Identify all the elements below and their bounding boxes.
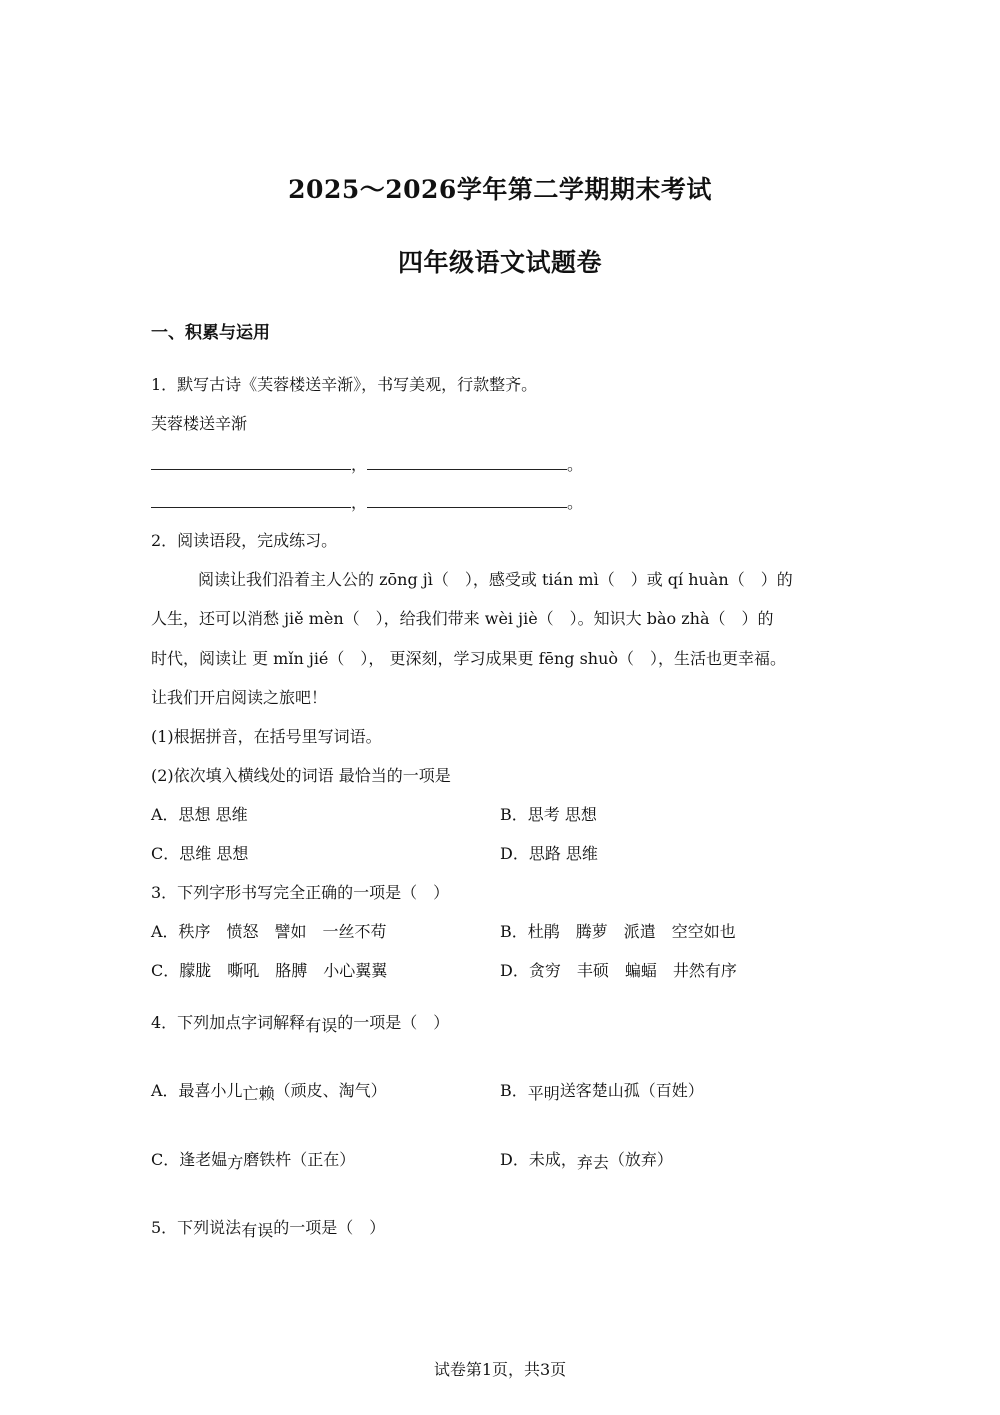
sub-question-1: (1)根据拼音，在括号里写词语。 xyxy=(151,727,382,746)
emphasis-text: 有误 xyxy=(241,1221,274,1240)
dotted-word: 方 xyxy=(227,1153,244,1172)
option-c[interactable]: C．思维 思想 xyxy=(151,844,249,863)
passage-line: 让我们开启阅读之旅吧！ xyxy=(151,688,328,707)
section-heading: 一、积累与运用 xyxy=(151,323,270,343)
poem-answer-line-1: ， 。 xyxy=(151,452,583,475)
answer-blank[interactable] xyxy=(151,455,351,470)
exam-title: 2025～2026学年第二学期期末考试 xyxy=(288,175,712,204)
passage-line: 人生，还可以消愁 jiě mèn（ ），给我们带来 wèi jiè（ ）。知识大 bào zhà（ ）的 xyxy=(151,609,774,628)
sub-question-2: (2)依次填入横线处的词语 最恰当的一项是 xyxy=(151,766,451,785)
dotted-word: 亡赖 xyxy=(242,1084,275,1103)
question-2-stem: 2．阅读语段，完成练习。 xyxy=(151,531,338,550)
option-b[interactable]: B．平明送客楚山孤（百姓） xyxy=(500,1081,704,1103)
option-a[interactable]: A．秩序 愤怒 譬如 一丝不苟 xyxy=(151,922,387,941)
option-d[interactable]: D．思路 思维 xyxy=(500,844,598,863)
question-3-stem: 3．下列字形书写完全正确的一项是（ ） xyxy=(151,883,450,902)
dotted-word: 弃去 xyxy=(576,1153,609,1172)
option-d[interactable]: D．未成，弃去（放弃） xyxy=(500,1150,673,1172)
poem-title: 芙蓉楼送辛渐 xyxy=(151,414,248,433)
option-c[interactable]: C．朦胧 嘶吼 胳膊 小心翼翼 xyxy=(151,961,388,980)
exam-subtitle: 四年级语文试题卷 xyxy=(397,248,602,277)
question-5-stem: 5．下列说法有误的一项是（ ） xyxy=(151,1218,386,1240)
emphasis-text: 有误 xyxy=(305,1016,338,1035)
option-c[interactable]: C．逢老媪方磨铁杵（正在） xyxy=(151,1150,356,1172)
answer-blank[interactable] xyxy=(367,493,567,508)
option-a[interactable]: A．思想 思维 xyxy=(151,805,248,824)
question-4-stem: 4．下列加点字词解释有误的一项是（ ） xyxy=(151,1013,450,1035)
option-d[interactable]: D．贪穷 丰硕 蝙蝠 井然有序 xyxy=(500,961,737,980)
page-footer: 试卷第1页，共3页 xyxy=(433,1360,567,1379)
passage-line: 阅读让我们沿着主人公的 zōng jì（ ），感受或 tián mì（ ）或 qí huàn（ ）的 xyxy=(198,570,793,589)
option-a[interactable]: A．最喜小儿亡赖（顽皮、淘气） xyxy=(151,1081,387,1103)
option-b[interactable]: B．思考 思想 xyxy=(500,805,597,824)
option-b[interactable]: B．杜鹃 腾萝 派遣 空空如也 xyxy=(500,922,736,941)
passage-line: 时代，阅读让 更 mǐn jié（ ）， 更深刻，学习成果更 fēng shuò（ ），生活也更幸福。 xyxy=(151,649,787,668)
dotted-word: 平明 xyxy=(527,1084,560,1103)
answer-blank[interactable] xyxy=(367,455,567,470)
question-1-stem: 1．默写古诗《芙蓉楼送辛渐》，书写美观，行款整齐。 xyxy=(151,375,538,394)
poem-answer-line-2: ， 。 xyxy=(151,490,583,513)
answer-blank[interactable] xyxy=(151,493,351,508)
